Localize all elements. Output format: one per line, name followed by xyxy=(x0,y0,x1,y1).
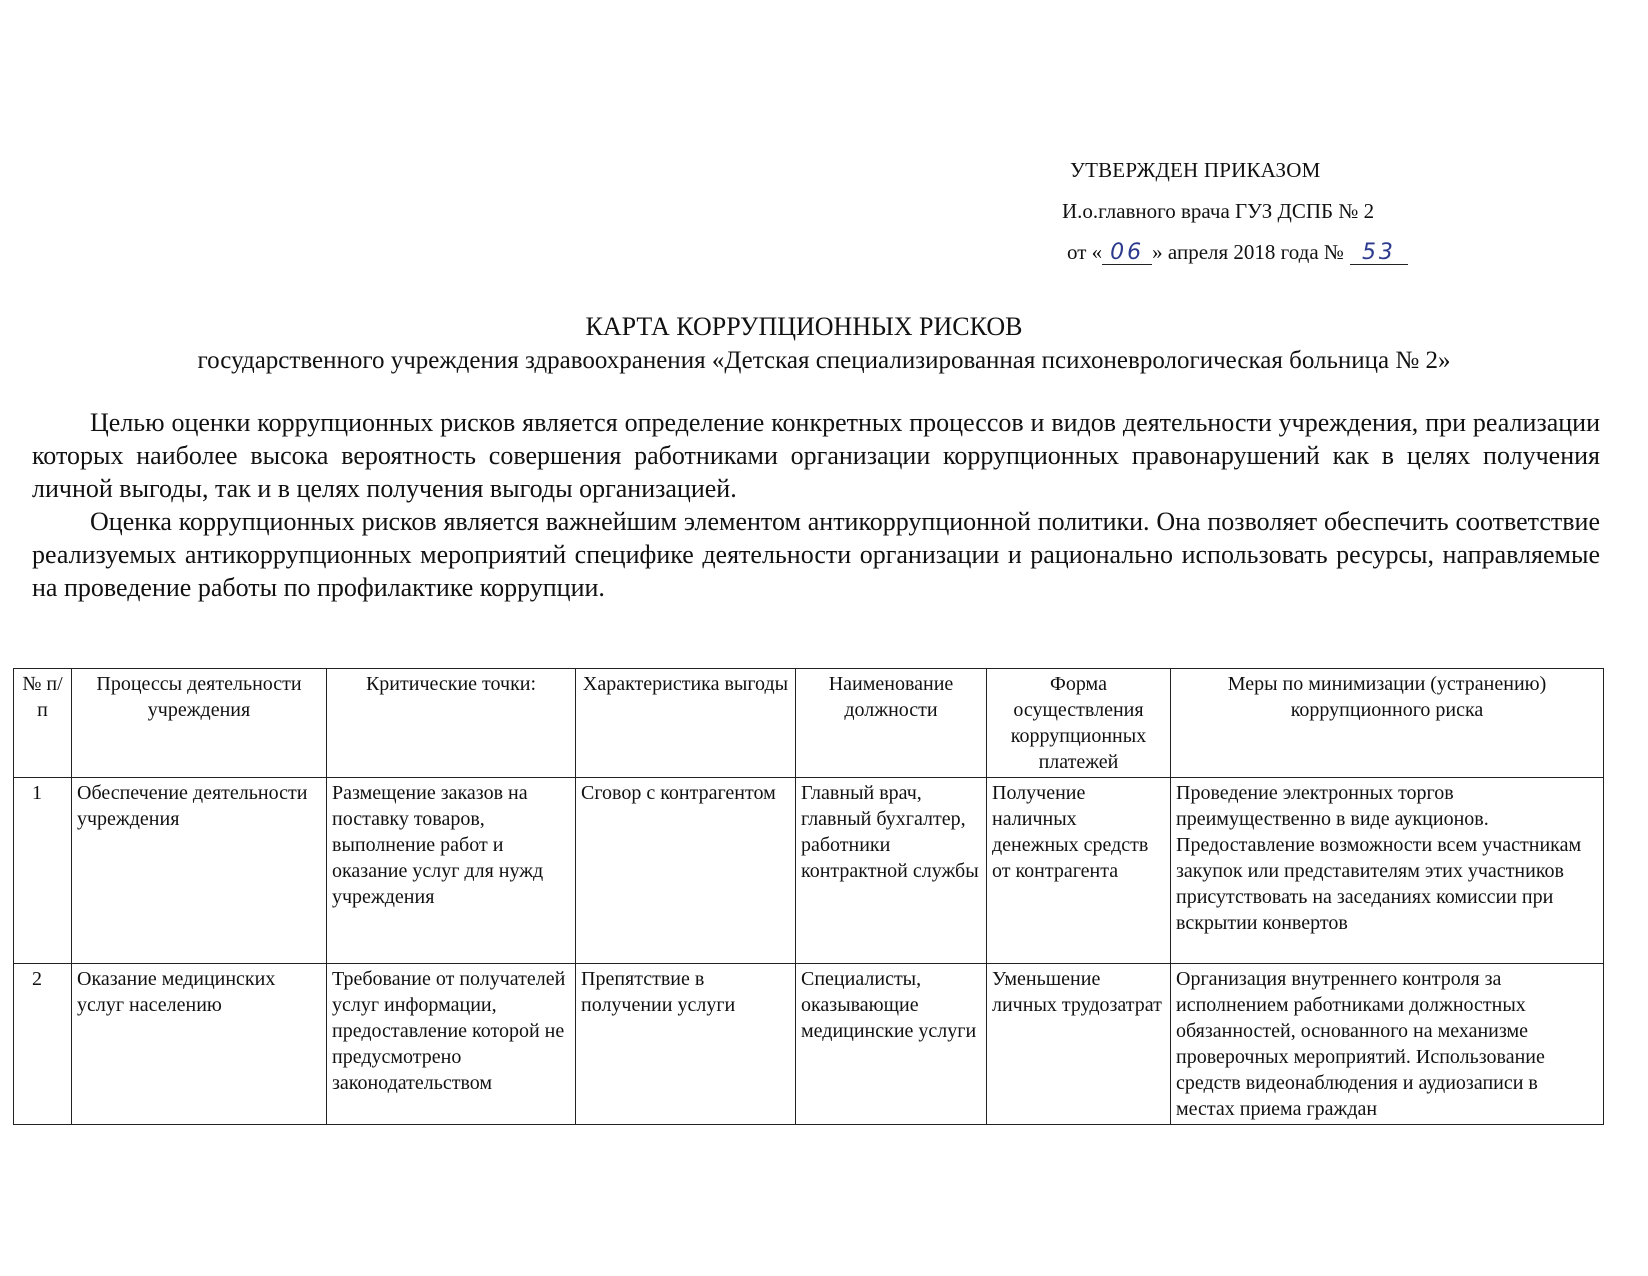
table-row xyxy=(14,778,1604,964)
cell-position: Главный врач, главный бухгалтер, работники контрактной службы xyxy=(796,778,987,964)
header-position: Наименование должности xyxy=(796,669,987,778)
header-number: № п/п xyxy=(14,669,72,778)
header-critical-points: Критические точки: xyxy=(327,669,576,778)
header-measures: Меры по минимизации (устранению) коррупционного риска xyxy=(1171,669,1604,778)
cell-number: 1 xyxy=(14,778,72,964)
document-title: КАРТА КОРРУПЦИОННЫХ РИСКОВ xyxy=(585,312,1023,341)
cell-measures: Проведение электронных торгов преимущественно в виде аукционов. Предоставление возможности всем участникам закупок или представителям этих участников присутствовать на заседаниях комиссии при вскрытии конвертов xyxy=(1171,778,1604,964)
risk-map-table xyxy=(13,668,1604,1125)
intro-paragraph-1: Целью оценки коррупционных рисков является определение конкретных процессов и видов деятельности учреждения, при реализации которых наиболее высока вероятность совершения работниками организации коррупционных правонарушений как в целях получения личной выгоды, так и в целях получения выгоды организацией. xyxy=(32,408,1600,503)
cell-benefit: Сговор с контрагентом xyxy=(576,778,796,964)
order-day-handwritten: 06 xyxy=(1102,242,1152,265)
document-subtitle: государственного учреждения здравоохранения «Детская специализированная психоневрологическая больница № 2» xyxy=(197,347,1451,374)
cell-position: Специалисты, оказывающие медицинские услуги xyxy=(796,964,987,1125)
approval-line-approved: УТВЕРЖДЕН ПРИКАЗОМ xyxy=(1070,158,1321,182)
order-prefix: от « xyxy=(1067,240,1103,264)
intro-paragraph-2: Оценка коррупционных рисков является важнейшим элементом антикоррупционной политики. Она позволяет обеспечить соответствие реализуемых антикоррупционных мероприятий специфике деятельности организации и рационально использовать ресурсы, направляемые на проведение работы по профилактике коррупции. xyxy=(32,507,1600,602)
approval-line-order xyxy=(1062,232,1408,273)
table-row xyxy=(14,964,1604,1125)
intro-text xyxy=(32,406,1600,604)
header-process: Процессы деятельности учреждения xyxy=(72,669,327,778)
cell-benefit: Препятствие в получении услуги xyxy=(576,964,796,1125)
cell-critical: Требование от получателей услуг информации, предоставление которой не предусмотрено законодательством xyxy=(327,964,576,1125)
header-benefit: Характеристика выгоды xyxy=(576,669,796,778)
cell-measures: Организация внутреннего контроля за исполнением работниками должностных обязанностей, основанного на механизме проверочных мероприятий. Использование средств видеонаблюдения и аудиозаписи в местах приема граждан xyxy=(1171,964,1604,1125)
order-middle: » апреля 2018 года № xyxy=(1152,240,1344,264)
header-payment-form: Форма осуществления коррупционных платежей xyxy=(987,669,1171,778)
cell-critical: Размещение заказов на поставку товаров, выполнение работ и оказание услуг для нужд учреждения xyxy=(327,778,576,964)
cell-payment: Получение наличных денежных средств от контрагента xyxy=(987,778,1171,964)
approval-line-position: И.о.главного врача ГУЗ ДСПБ № 2 xyxy=(1062,199,1375,223)
table-header-row xyxy=(14,669,1604,778)
cell-number: 2 xyxy=(14,964,72,1125)
cell-process: Оказание медицинских услуг населению xyxy=(72,964,327,1125)
cell-payment: Уменьшение личных трудозатрат xyxy=(987,964,1171,1125)
order-number-handwritten: 53 xyxy=(1350,242,1408,265)
cell-process: Обеспечение деятельности учреждения xyxy=(72,778,327,964)
approval-stamp xyxy=(1062,150,1408,273)
